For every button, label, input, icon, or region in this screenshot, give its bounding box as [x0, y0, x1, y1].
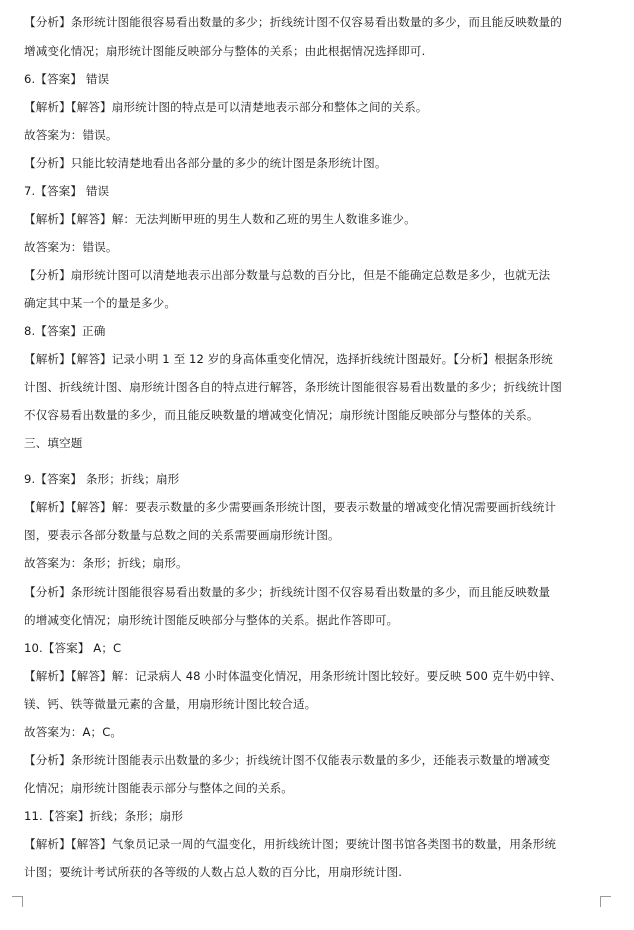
- text-line: 【解析】【解答】扇形统计图的特点是可以清楚地表示部分和整体之间的关系。: [24, 100, 428, 114]
- text-line: 【解析】【解答】解：记录病人 48 小时体温变化情况，用条形统计图比较好。要反映 500 克牛奶中锌、: [24, 669, 562, 683]
- text-line: 化情况；扇形统计图能表示部分与整体之间的关系。: [24, 781, 293, 795]
- question-6-answer: 6.【答案】 错误: [24, 72, 110, 86]
- text-line: 故答案为：条形；折线；扇形。: [24, 556, 188, 570]
- question-10-answer: 10.【答案】 A；C: [24, 641, 122, 655]
- text-line: 计图；要统计考试所获的各等级的人数占总人数的百分比，用扇形统计图.: [24, 865, 402, 879]
- text-line: 镁、钙、铁等微量元素的含量，用扇形统计图比较合适。: [24, 697, 317, 711]
- text-line: 【解析】【解答】气象员记录一周的气温变化，用折线统计图；要统计图书馆各类图书的数量，用条形统: [24, 837, 557, 851]
- text-line: 图，要表示各部分数量与总数之间的关系需要画扇形统计图。: [24, 528, 340, 542]
- text-line: 确定其中某一个的量是多少。: [24, 296, 177, 310]
- text-line: 【分析】条形统计图能很容易看出数量的多少；折线统计图不仅容易看出数量的多少，而且能反映数量: [24, 585, 551, 599]
- question-9-answer: 9.【答案】 条形；折线；扇形: [24, 472, 180, 486]
- question-7-answer: 7.【答案】 错误: [24, 184, 110, 198]
- text-line: 【解析】【解答】解：要表示数量的多少需要画条形统计图，要表示数量的增减变化情况需要画折线统计: [24, 500, 557, 514]
- text-line: 【分析】扇形统计图可以清楚地表示出部分数量与总数的百分比，但是不能确定总数是多少，也就无法: [24, 268, 551, 282]
- question-11-answer: 11.【答案】折线；条形；扇形: [24, 809, 184, 823]
- text-line: 故答案为：错误。: [24, 128, 118, 142]
- text-line: 【解析】【解答】解：无法判断甲班的男生人数和乙班的男生人数谁多谁少。: [24, 212, 416, 226]
- text-line: 【分析】只能比较清楚地看出各部分量的多少的统计图是条形统计图。: [24, 156, 387, 170]
- question-8-answer: 8.【答案】正确: [24, 324, 106, 338]
- text-line: 计图、折线统计图、扇形统计图各自的特点进行解答，条形统计图能很容易看出数量的多少；折线统计图: [24, 380, 562, 394]
- text-line: 【解析】【解答】记录小明 1 至 12 岁的身高体重变化情况，选择折线统计图最好。【分析】根据条形统: [24, 352, 553, 366]
- section-heading: 三、填空题: [24, 436, 83, 450]
- text-line: 不仅容易看出数量的多少，而且能反映数量的增减变化情况；扇形统计图能反映部分与整体的关系。: [24, 408, 539, 422]
- text-line: 的增减变化情况；扇形统计图能反映部分与整体的关系。据此作答即可。: [24, 613, 399, 627]
- text-line: 故答案为：A；C。: [24, 725, 123, 739]
- text-line: 增减变化情况；扇形统计图能反映部分与整体的关系；由此根据情况选择即可.: [24, 44, 426, 58]
- page-corner-mark-left: [12, 896, 23, 907]
- text-line: 【分析】条形统计图能表示出数量的多少；折线统计图不仅能表示数量的多少，还能表示数量的增减变: [24, 753, 551, 767]
- page-corner-mark-right: [600, 896, 611, 907]
- text-line: 【分析】条形统计图能很容易看出数量的多少；折线统计图不仅容易看出数量的多少，而且能反映数量的: [24, 15, 562, 29]
- text-line: 故答案为：错误。: [24, 240, 118, 254]
